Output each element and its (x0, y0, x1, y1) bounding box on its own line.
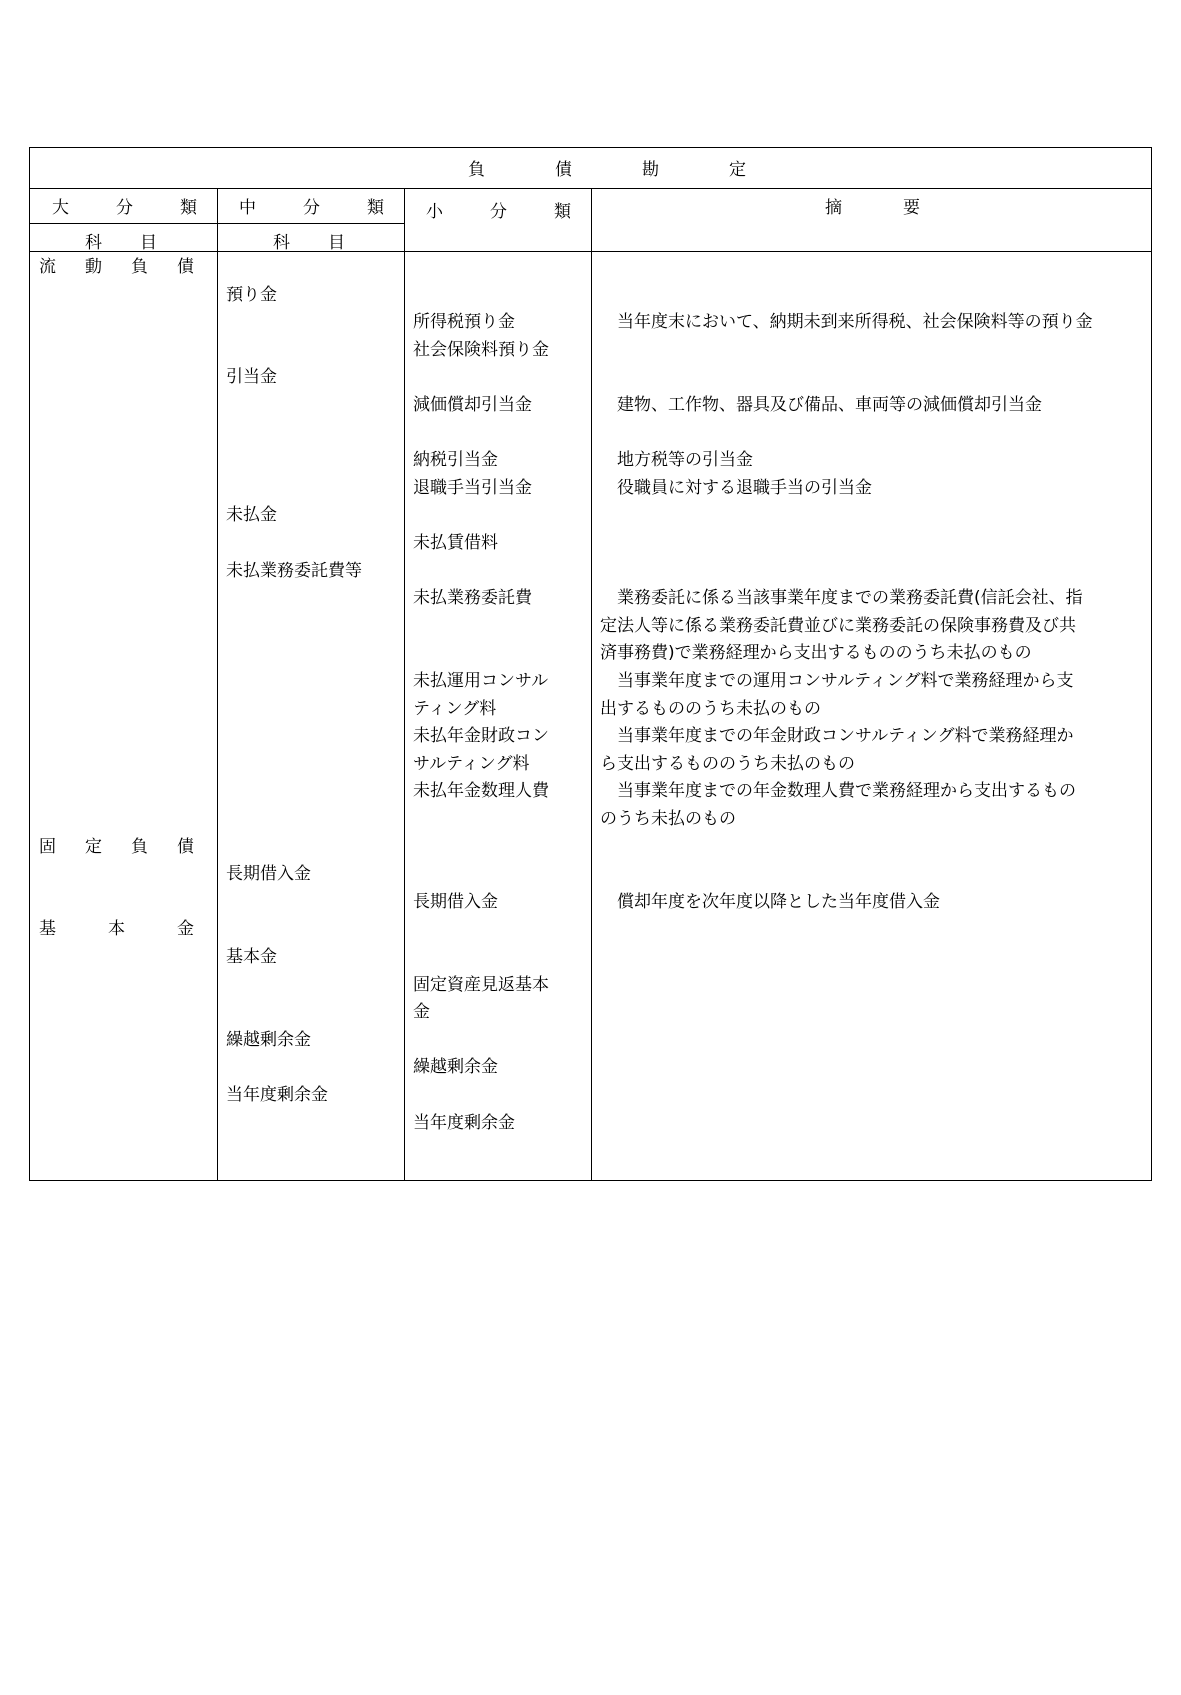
header-char: 分 (490, 202, 507, 222)
header-char: 中 (239, 198, 256, 218)
summary-text: 当事業年度までの年金財政コンサルティング料で業務経理か (600, 726, 1074, 747)
minor-category: 未払年金財政コン (413, 726, 549, 747)
minor-category: 未払賃借料 (413, 533, 498, 553)
header-char: 大 (52, 198, 69, 218)
summary-text: 済事務費)で業務経理から支出するもののうち未払のもの (600, 643, 1032, 664)
minor-category: 納税引当金 (413, 450, 498, 471)
major-category (39, 254, 194, 282)
category-char: 基 (39, 919, 56, 940)
middle-category: 基本金 (226, 947, 277, 967)
header-char: 類 (554, 202, 571, 222)
category-char: 債 (177, 836, 194, 857)
category-char: 動 (85, 257, 102, 277)
summary-text: 出するもののうち未払のもの (600, 698, 821, 719)
header-char: 小 (426, 202, 443, 222)
minor-category: 長期借入金 (413, 891, 498, 912)
summary-text: 業務委託に係る当該事業年度までの業務委託費(信託会社、指 (600, 588, 1083, 609)
middle-category: 引当金 (226, 367, 277, 388)
table-body (30, 252, 1151, 1180)
summary-text: 当事業年度までの年金数理人費で業務経理から支出するもの (600, 781, 1076, 802)
minor-category: 減価償却引当金 (413, 395, 532, 415)
header-char: 要 (903, 198, 920, 218)
header-summary (825, 193, 920, 218)
minor-category: 退職手当引当金 (413, 477, 532, 498)
category-char: 金 (177, 919, 194, 940)
header-char: 目 (140, 233, 157, 253)
category-char: 本 (108, 919, 125, 940)
category-char: 定 (85, 836, 102, 857)
liability-account-table (29, 147, 1152, 1181)
header-char: 分 (303, 198, 320, 218)
middle-category: 未払金 (226, 505, 277, 526)
header-char: 科 (273, 233, 290, 253)
minor-category: 所得税預り金 (413, 312, 515, 333)
middle-category: 当年度剰余金 (226, 1085, 328, 1105)
summary-text: ら支出するもののうち未払のもの (600, 753, 855, 774)
minor-category: 金 (413, 1002, 430, 1023)
summary-text: 建物、工作物、器具及び備品、車両等の減価償却引当金 (600, 395, 1042, 415)
header-major (52, 193, 197, 218)
minor-category: 繰越剰余金 (413, 1057, 498, 1078)
major-category (39, 916, 194, 944)
minor-category: ティング料 (413, 698, 497, 719)
category-char: 負 (131, 836, 148, 857)
minor-category: 社会保険料預り金 (413, 339, 549, 360)
summary-text: 償却年度を次年度以降とした当年度借入金 (600, 891, 940, 912)
header-char: 類 (367, 198, 384, 218)
category-char: 固 (39, 836, 56, 857)
minor-category: サルティング料 (413, 753, 530, 774)
summary-text: のうち未払のもの (600, 809, 736, 829)
minor-category: 未払年金数理人費 (413, 781, 549, 802)
category-char: 負 (131, 257, 148, 277)
summary-text: 地方税等の引当金 (600, 450, 753, 471)
summary-text: 定法人等に係る業務委託費並びに業務委託の保険事務費及び共 (600, 615, 1076, 636)
title-char: 定 (729, 160, 746, 180)
table-title (468, 155, 746, 180)
major-category (39, 834, 194, 862)
middle-category: 未払業務委託費等 (226, 560, 362, 581)
header-char: 摘 (825, 198, 842, 218)
summary-text: 当年度末において、納期未到来所得税、社会保険料等の預り金 (600, 312, 1093, 333)
minor-category: 当年度剰余金 (413, 1112, 515, 1133)
middle-category: 長期借入金 (226, 864, 311, 885)
middle-category: 繰越剰余金 (226, 1029, 311, 1050)
title-char: 勘 (642, 160, 659, 180)
category-char: 債 (177, 257, 194, 277)
category-char: 流 (39, 257, 56, 277)
header-middle-sub (273, 228, 345, 253)
minor-category: 固定資産見返基本 (413, 974, 549, 995)
summary-text: 役職員に対する退職手当の引当金 (600, 477, 872, 498)
title-char: 債 (555, 160, 572, 180)
minor-category: 未払運用コンサル (413, 671, 549, 691)
middle-category: 預り金 (226, 284, 277, 305)
title-char: 負 (468, 160, 485, 180)
header-char: 科 (85, 233, 102, 253)
header-minor (426, 197, 571, 222)
header-char: 類 (180, 198, 197, 218)
summary-text: 当事業年度までの運用コンサルティング料で業務経理から支 (600, 671, 1074, 691)
minor-category: 未払業務委託費 (413, 588, 532, 609)
header-major-sub (85, 228, 157, 253)
header-char: 分 (116, 198, 133, 218)
header-middle (239, 193, 384, 218)
header-char: 目 (328, 233, 345, 253)
